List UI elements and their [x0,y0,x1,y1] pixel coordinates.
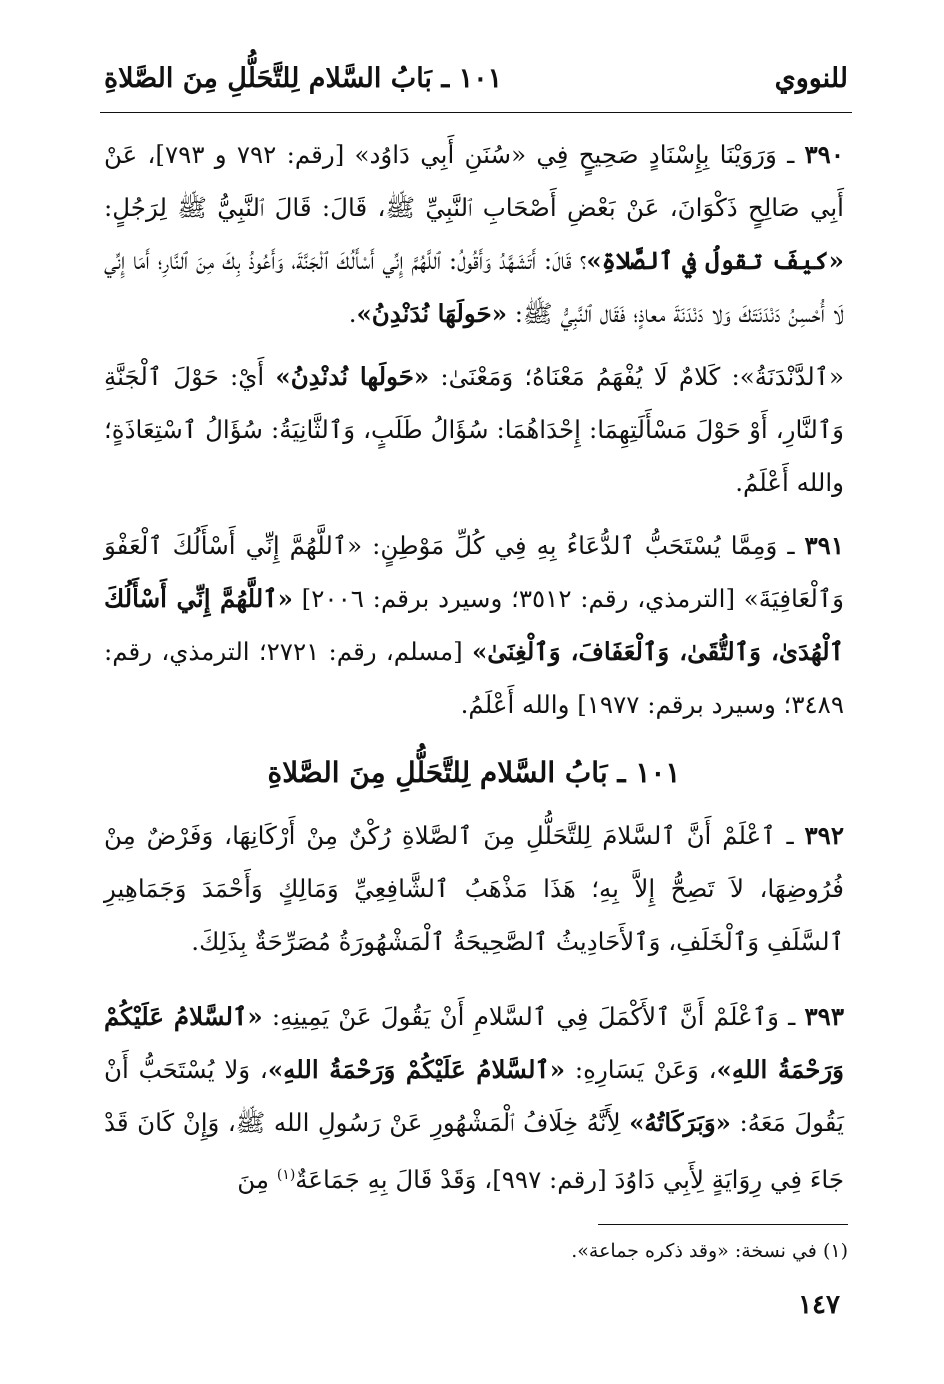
paragraph-text: ؟ قَالَ: أَتَشَهَّدُ وَأَقُولُ: ٱللَّهُمَّ إِنِّي أَسْأَلُكَ ٱلْجَنَّةَ، وَأَعُوذُ بِكَ مِنَ ٱلنَّارِ؛ أَمَا إِنِّي لَا أُحْسِنُ دَنْدَنَتَكَ وَلا دَنْدَنَةَ معاذٍ؛ فَقَال ٱلنَّبِيُّ ﷺ: [104,246,844,328]
paragraph-390 [104,128,844,340]
hadith-quote: «ٱلسَّلامُ عَلَيْكُمْ وَرَحْمَةُ اللهِ» [267,1055,566,1084]
hadith-quote: «حَولَهَا نُدَنْدِنُ» [356,299,508,328]
section-heading: ١٠١ ـ بَابُ السَّلام لِلتَّحَلُّلِ مِنَ الصَّلاةِ [267,756,681,789]
main-text [104,128,844,1206]
paragraph-number: ٣٩٢ [804,821,844,850]
paragraph-text: ، وَعَنْ يَسَارِهِ: [565,1055,717,1084]
paragraph-text: «ٱلدَّنْدَنَةُ»: كَلامٌ لَا يُفْهَمُ مَعْنَاهُ؛ وَمَعْنَىٰ: [429,362,845,391]
running-header [104,52,848,104]
paragraph-text: مِنَ [237,1165,277,1195]
paragraph-text: ـ وَٱعْلَمْ أَنَّ ٱلأَكْمَلَ فِي ٱلسَّلامِ أَنْ يَقُولَ عَنْ يَمِينِهِ: [262,1002,805,1031]
hadith-quote: «وَبَرَكَاتُهُ» [629,1108,731,1137]
footnote-divider [598,1224,848,1225]
footnote-marker: (١) [822,1240,848,1262]
hadith-quote: «كيفَ تقولُ في ٱلصَّلاةِ» [586,246,844,275]
paragraph-390-commentary [104,350,844,509]
paragraph-text: ، وَلا يُسْتَحَبُّ أَنْ يَقُولَ مَعَهُ: [104,1055,845,1137]
paragraph-text: [مسلم، رقم: ٢٧٢١؛ الترمذي، رقم: ٣٤٨٩؛ وسيرد برقم: ١٩٧٧] والله أَعْلَمُ. [104,637,844,719]
paragraph-391 [104,519,844,731]
paragraph-393 [104,990,844,1206]
paragraph-text: ـ وَرَوَيْنَا بِإِسْنَادٍ صَحِيحٍ فِي «سُنَنِ أَبِي دَاوُد» [رقم: ٧٩٢ و ٧٩٣]، عَنْ أَبِي صَالِحٍ ذَكْوَانَ، عَنْ بَعْضِ أَصْحَابِ ٱلنَّبِيِّ ﷺ، قَالَ: قَالَ ٱلنَّبِيُّ ﷺ لِرَجُلٍ: [104,140,844,222]
footnote-reference[interactable]: (١) [276,1167,296,1183]
footnote [104,1234,848,1268]
paragraph-text: أَيْ: حَوْلَ ٱلْجَنَّةِ وَٱلنَّارِ، أَوْ حَوْلَ مَسْأَلَتِهِمَا: إِحْدَاهُمَا: سُؤَالُ طَلَبٍ، وَٱلثَّانِيَةُ: سُؤَالُ ٱسْتِعَاذَةٍ؛ والله أَعْلَمُ. [104,362,844,497]
footnote-text: في نسخة: «وقد ذكره جماعة». [571,1240,823,1262]
paragraph-number: ٣٩٠ [804,140,844,169]
paragraph-text: ـ وَمِمَّا يُسْتَحَبُّ ٱلدُّعَاءُ بِهِ فِي كُلِّ مَوْطِنٍ: «ٱللَّهُمَّ إِنِّي أَسْأَلُكَ ٱلْعَفْوَ وَٱلْعَافِيَةَ» [الترمذي، رقم: ٣٥١٢؛ وسيرد برقم: ٢٠٠٦] [104,531,844,613]
paragraph-392 [104,809,844,968]
page-number: ١٤٧ [798,1290,840,1320]
paragraph-number: ٣٩٣ [804,1002,844,1031]
paragraph-number: ٣٩١ [804,531,844,560]
header-book-title: للنووي [774,62,848,94]
hadith-quote: «ٱلسَّلامُ عَلَيْكُمْ وَرَحْمَةُ اللهِ» [104,1002,844,1084]
paragraph-text: لِأَنَّهُ خِلَافُ ٱلْمَشْهُورِ عَنْ رَسُولِ الله ﷺ، وَإِنْ كَانَ قَدْ جَاءَ فِي رِوَايَةٍ لِأَبِي دَاوُدَ [رقم: ٩٩٧]، وَقَدْ قَالَ بِهِ جَمَاعَةٌ [104,1108,844,1195]
paragraph-text: . [348,299,357,328]
paragraph-text: ـ ٱعْلَمْ أَنَّ ٱلسَّلامَ لِلتَّحَلُّلِ مِنَ ٱلصَّلاةِ رُكْنٌ مِنْ أَرْكَانِهَا، وَفَرْضٌ مِنْ فُرُوضِهَا، لاَ تَصِحُّ إِلاَّ بِهِ؛ هَذَا مَذْهَبُ ٱلشَّافِعِيِّ وَمَالِكٍ وَأَحْمَدَ وَجَمَاهِيرِ ٱلسَّلَفِ وَٱلْخَلَفِ، وَٱلأَحَادِيثُ ٱلصَّحِيحَةُ ٱلْمَشْهُورَةُ مُصَرِّحَةٌ بِذَلِكَ. [104,821,844,956]
hadith-quote: «ٱللَّهُمَّ إِنِّي أَسْأَلُكَ ٱلْهُدَىٰ، وَٱلتُّقَىٰ، وَٱلْعَفَافَ، وَٱلْغِنَىٰ» [104,584,844,666]
header-divider [100,112,852,113]
hadith-quote: «حَولَها نُدنْدِنُ» [275,362,430,391]
header-chapter-title: ١٠١ ـ بَابُ السَّلام لِلتَّحَلُّلِ مِنَ الصَّلاةِ [104,62,503,94]
